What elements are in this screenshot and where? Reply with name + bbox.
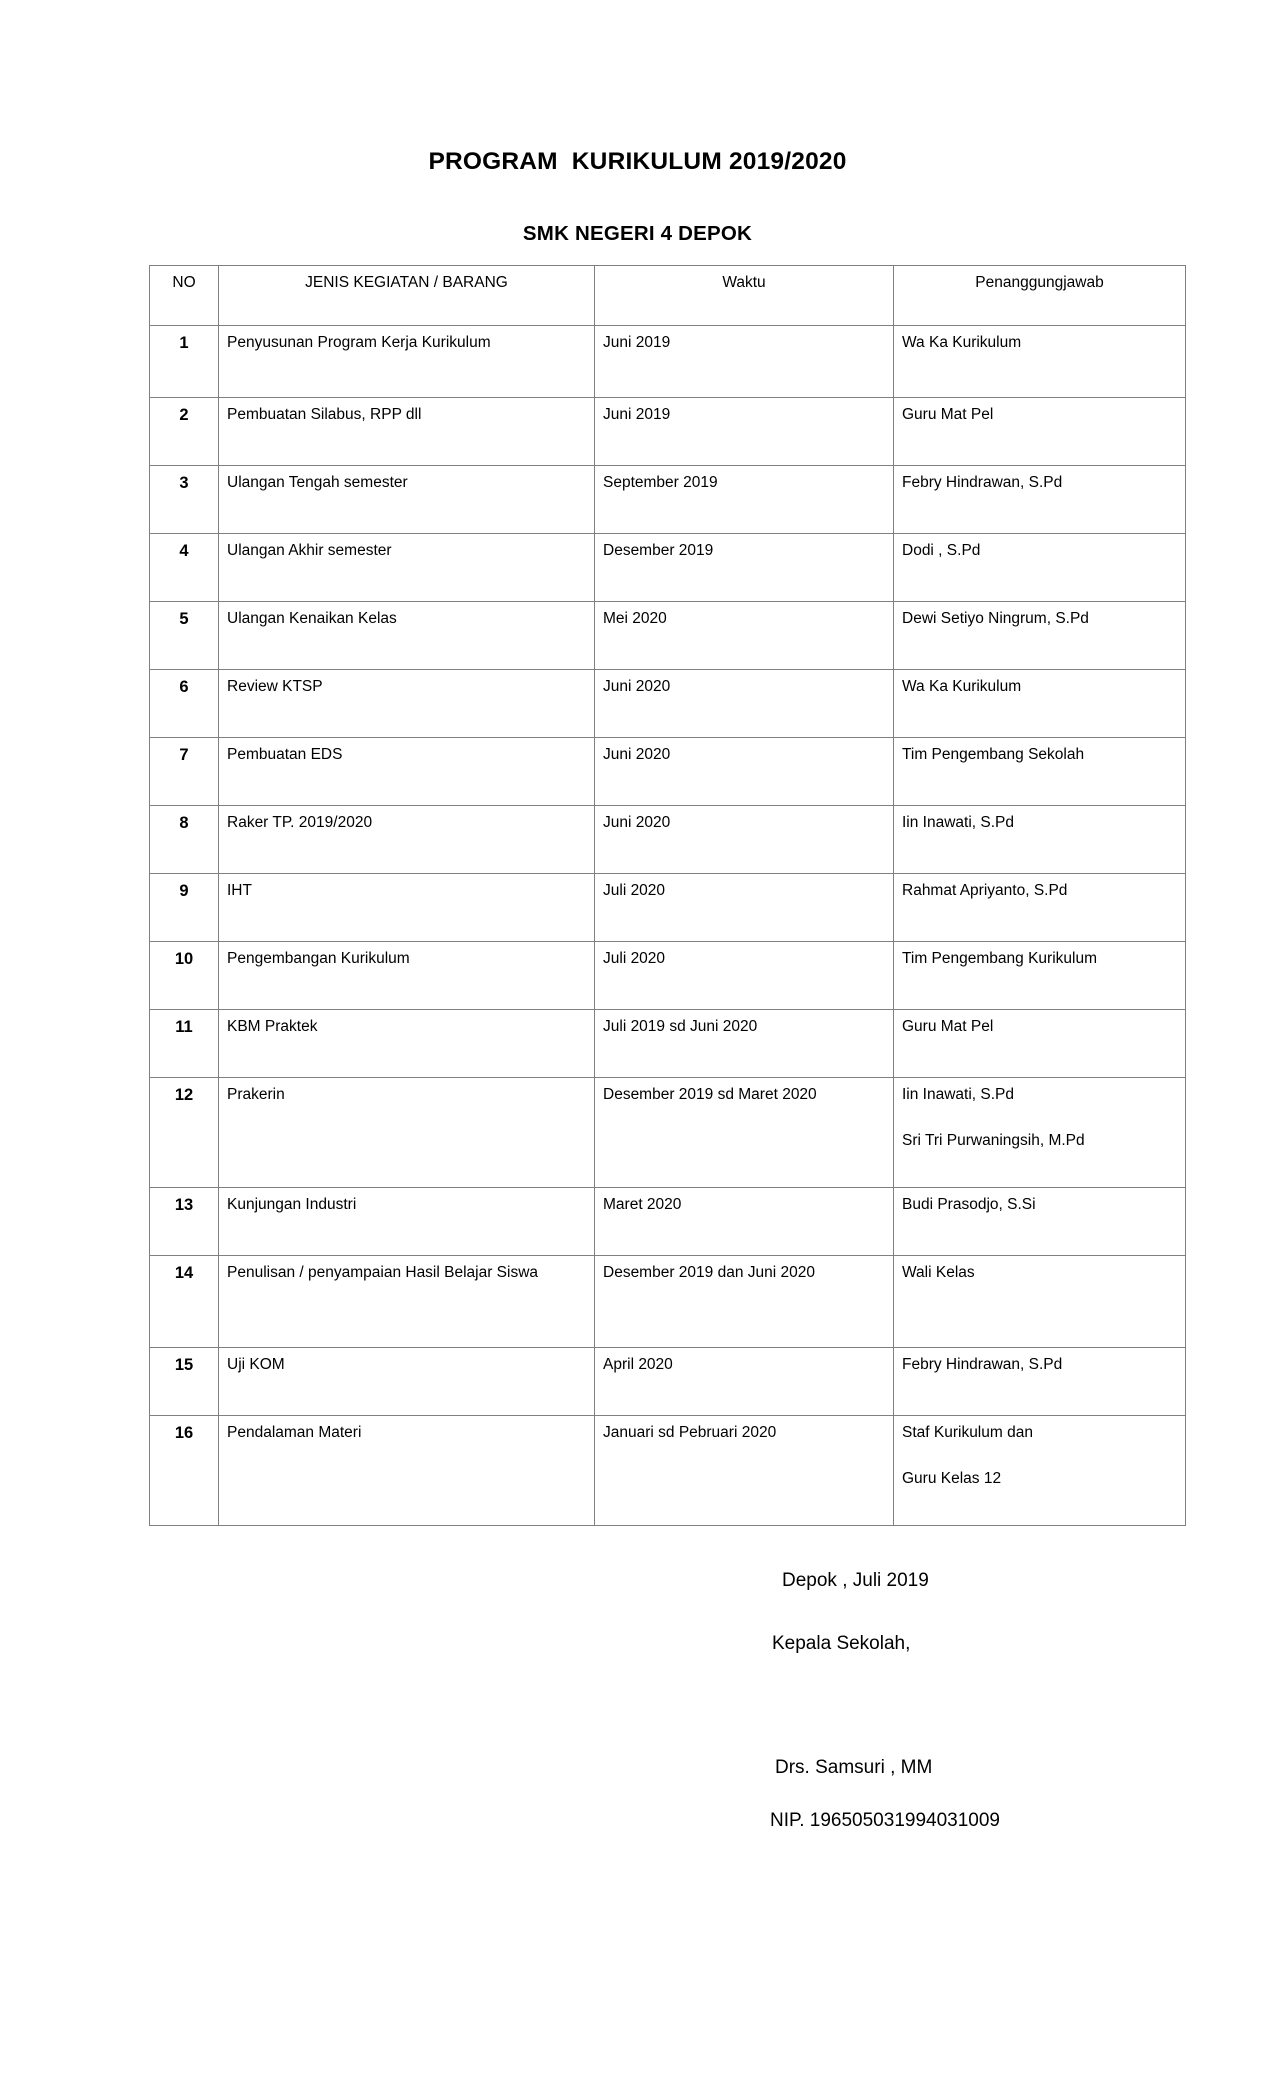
table-cell-waktu: Desember 2019 sd Maret 2020 — [595, 1078, 894, 1188]
table-row — [150, 874, 1186, 942]
table-row — [150, 942, 1186, 1010]
table-cell-penanggungjawab: Iin Inawati, S.Pd — [894, 806, 1186, 874]
table-cell-waktu: Desember 2019 — [595, 534, 894, 602]
table-cell-kegiatan: Penyusunan Program Kerja Kurikulum — [219, 326, 595, 398]
column-header-kegiatan: JENIS KEGIATAN / BARANG — [219, 266, 595, 326]
table-cell-penanggungjawab: Tim Pengembang Sekolah — [894, 738, 1186, 806]
table-row — [150, 670, 1186, 738]
page-title: PROGRAM KURIKULUM 2019/2020 — [428, 148, 847, 175]
table-cell-kegiatan: Review KTSP — [219, 670, 595, 738]
table-row — [150, 1348, 1186, 1416]
table-cell-penanggungjawab: Wa Ka Kurikulum — [894, 670, 1186, 738]
table-cell-kegiatan: Pembuatan EDS — [219, 738, 595, 806]
table-cell-penanggungjawab: Guru Mat Pel — [894, 398, 1186, 466]
signature-place-date: Depok , Juli 2019 — [782, 1570, 929, 1591]
table-cell-penanggungjawab: Budi Prasodjo, S.Si — [894, 1188, 1186, 1256]
table-cell-no: 5 — [150, 602, 219, 670]
table-cell-penanggungjawab: Rahmat Apriyanto, S.Pd — [894, 874, 1186, 942]
table-cell-waktu: Mei 2020 — [595, 602, 894, 670]
table-cell-kegiatan: Penulisan / penyampaian Hasil Belajar Siswa — [219, 1256, 595, 1348]
table-cell-waktu: Januari sd Pebruari 2020 — [595, 1416, 894, 1526]
table-cell-kegiatan: Kunjungan Industri — [219, 1188, 595, 1256]
table-cell-waktu: Juli 2020 — [595, 874, 894, 942]
table-cell-no: 14 — [150, 1256, 219, 1348]
table-cell-penanggungjawab: Dodi , S.Pd — [894, 534, 1186, 602]
table-row — [150, 1188, 1186, 1256]
table-header — [150, 266, 1186, 326]
table-header-row — [150, 266, 1186, 326]
table-cell-no: 15 — [150, 1348, 219, 1416]
column-header-penanggungjawab: Penanggungjawab — [894, 266, 1186, 326]
table-cell-kegiatan: IHT — [219, 874, 595, 942]
table-cell-penanggungjawab: Dewi Setiyo Ningrum, S.Pd — [894, 602, 1186, 670]
table-cell-no: 13 — [150, 1188, 219, 1256]
table-cell-penanggungjawab: Tim Pengembang Kurikulum — [894, 942, 1186, 1010]
table-row — [150, 398, 1186, 466]
table-cell-no: 4 — [150, 534, 219, 602]
table-cell-penanggungjawab: Wa Ka Kurikulum — [894, 326, 1186, 398]
table-cell-kegiatan: Prakerin — [219, 1078, 595, 1188]
table-cell-kegiatan: Uji KOM — [219, 1348, 595, 1416]
table-cell-no: 6 — [150, 670, 219, 738]
table-cell-penanggungjawab: Febry Hindrawan, S.Pd — [894, 1348, 1186, 1416]
column-header-waktu: Waktu — [595, 266, 894, 326]
table-cell-kegiatan: Ulangan Kenaikan Kelas — [219, 602, 595, 670]
table-row — [150, 326, 1186, 398]
table-cell-waktu: Juni 2020 — [595, 670, 894, 738]
table-cell-penanggungjawab: Febry Hindrawan, S.Pd — [894, 466, 1186, 534]
table-cell-kegiatan: Pengembangan Kurikulum — [219, 942, 595, 1010]
table-cell-waktu: Juli 2020 — [595, 942, 894, 1010]
table-row — [150, 738, 1186, 806]
table-row — [150, 1078, 1186, 1188]
table-cell-no: 7 — [150, 738, 219, 806]
table-cell-waktu: Maret 2020 — [595, 1188, 894, 1256]
table-cell-kegiatan: Pendalaman Materi — [219, 1416, 595, 1526]
table-cell-waktu: Desember 2019 dan Juni 2020 — [595, 1256, 894, 1348]
table-cell-penanggungjawab: Staf Kurikulum dan Guru Kelas 12 — [894, 1416, 1186, 1526]
table-cell-penanggungjawab: Wali Kelas — [894, 1256, 1186, 1348]
signature-nip: NIP. 196505031994031009 — [770, 1810, 1000, 1831]
table-cell-penanggungjawab: Guru Mat Pel — [894, 1010, 1186, 1078]
table-cell-no: 12 — [150, 1078, 219, 1188]
column-header-no: NO — [150, 266, 219, 326]
table-cell-penanggungjawab-secondary: Sri Tri Purwaningsih, M.Pd — [902, 1131, 1085, 1149]
table-cell-penanggungjawab: Iin Inawati, S.Pd Sri Tri Purwaningsih, M.Pd — [894, 1078, 1186, 1188]
signature-name: Drs. Samsuri , MM — [775, 1757, 933, 1778]
table-cell-no: 16 — [150, 1416, 219, 1526]
table-cell-waktu: Juni 2019 — [595, 398, 894, 466]
program-table-container — [149, 265, 1185, 1526]
table-cell-waktu: Juli 2019 sd Juni 2020 — [595, 1010, 894, 1078]
table-cell-kegiatan: Ulangan Tengah semester — [219, 466, 595, 534]
table-cell-kegiatan: Raker TP. 2019/2020 — [219, 806, 595, 874]
table-row — [150, 534, 1186, 602]
table-cell-waktu: Juni 2020 — [595, 738, 894, 806]
table-cell-waktu: April 2020 — [595, 1348, 894, 1416]
table-cell-no: 2 — [150, 398, 219, 466]
table-row — [150, 1416, 1186, 1526]
table-cell-no: 1 — [150, 326, 219, 398]
page-subtitle: SMK NEGERI 4 DEPOK — [522, 222, 753, 245]
table-row — [150, 466, 1186, 534]
table-cell-kegiatan: KBM Praktek — [219, 1010, 595, 1078]
table-row — [150, 1256, 1186, 1348]
table-cell-kegiatan: Pembuatan Silabus, RPP dll — [219, 398, 595, 466]
signature-role: Kepala Sekolah, — [772, 1633, 911, 1654]
program-table — [149, 265, 1186, 1526]
table-cell-no: 10 — [150, 942, 219, 1010]
table-cell-waktu: Juni 2019 — [595, 326, 894, 398]
table-cell-no: 9 — [150, 874, 219, 942]
table-cell-no: 11 — [150, 1010, 219, 1078]
table-cell-waktu: Juni 2020 — [595, 806, 894, 874]
table-row — [150, 602, 1186, 670]
table-cell-kegiatan: Ulangan Akhir semester — [219, 534, 595, 602]
table-body — [150, 326, 1186, 1526]
table-cell-no: 8 — [150, 806, 219, 874]
table-cell-no: 3 — [150, 466, 219, 534]
table-row — [150, 806, 1186, 874]
table-row — [150, 1010, 1186, 1078]
table-cell-penanggungjawab-secondary: Guru Kelas 12 — [902, 1469, 1002, 1487]
table-cell-waktu: September 2019 — [595, 466, 894, 534]
